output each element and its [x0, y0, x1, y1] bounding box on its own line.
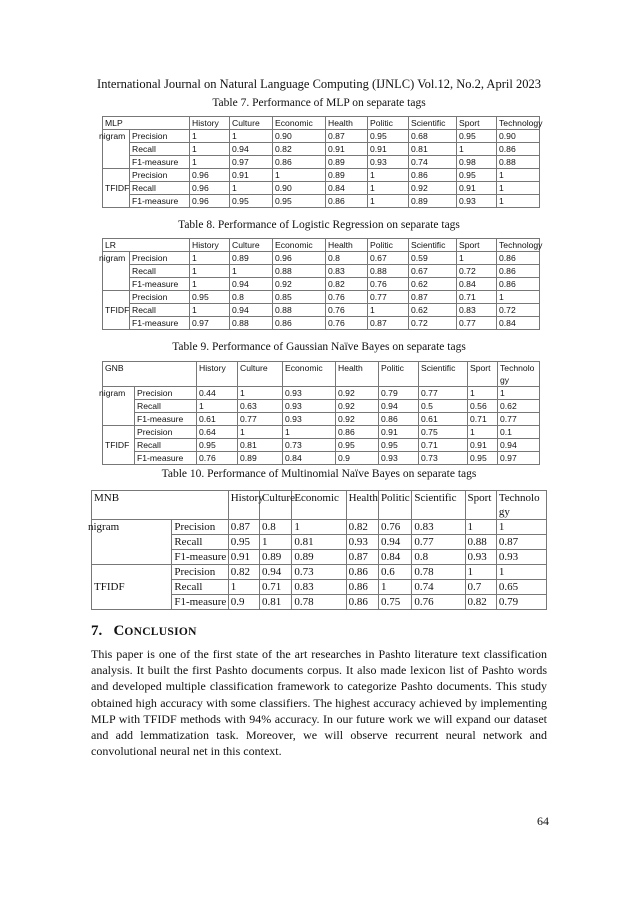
value-cell: 0.83: [457, 304, 497, 317]
value-cell: 1: [468, 387, 498, 400]
feature-cell: nigram: [103, 387, 135, 426]
column-header: Scientific: [419, 362, 468, 387]
value-cell: 0.88: [230, 317, 273, 330]
value-cell: 0.77: [457, 317, 497, 330]
value-cell: 0.93: [379, 452, 419, 465]
value-cell: 0.97: [190, 317, 230, 330]
value-cell: 0.86: [409, 169, 457, 182]
value-cell: 0.75: [378, 595, 411, 610]
value-cell: 0.93: [346, 535, 378, 550]
value-cell: 0.81: [238, 439, 283, 452]
metric-cell: Precision: [172, 565, 228, 580]
value-cell: 0.76: [326, 291, 368, 304]
table-row: [103, 143, 540, 156]
feature-cell: nigram: [103, 130, 130, 169]
metric-cell: Precision: [172, 520, 228, 535]
value-cell: 1: [368, 304, 409, 317]
value-cell: 0.86: [273, 317, 326, 330]
column-header: Technology: [498, 362, 540, 387]
column-header: Politic: [379, 362, 419, 387]
value-cell: 0.96: [190, 195, 230, 208]
value-cell: 0.86: [273, 156, 326, 169]
value-cell: 0.7: [465, 580, 496, 595]
value-cell: 0.74: [409, 156, 457, 169]
metric-cell: Recall: [130, 182, 190, 195]
value-cell: 0.56: [468, 400, 498, 413]
value-cell: 0.94: [378, 535, 411, 550]
value-cell: 0.95: [230, 195, 273, 208]
value-cell: 0.77: [368, 291, 409, 304]
table-row: [103, 304, 540, 317]
value-cell: 1: [496, 565, 546, 580]
value-cell: 0.91: [228, 550, 259, 565]
value-cell: 0.84: [326, 182, 368, 195]
metric-cell: Precision: [135, 387, 197, 400]
value-cell: 0.1: [498, 426, 540, 439]
value-cell: 0.74: [412, 580, 465, 595]
results-table: [99, 238, 543, 330]
value-cell: 0.89: [230, 252, 273, 265]
value-cell: 0.65: [496, 580, 546, 595]
value-cell: 1: [230, 265, 273, 278]
value-cell: 1: [497, 182, 540, 195]
metric-cell: Precision: [130, 252, 190, 265]
column-header: Economic: [283, 362, 336, 387]
metric-cell: Recall: [135, 400, 197, 413]
value-cell: 0.98: [457, 156, 497, 169]
value-cell: 0.89: [259, 550, 291, 565]
section-title-rest: ONCLUSION: [124, 626, 197, 638]
value-cell: 0.81: [259, 595, 291, 610]
metric-cell: Precision: [135, 426, 197, 439]
value-cell: 1: [378, 580, 411, 595]
metric-cell: Precision: [130, 291, 190, 304]
value-cell: 0.93: [465, 550, 496, 565]
value-cell: 0.67: [368, 252, 409, 265]
value-cell: 0.97: [498, 452, 540, 465]
value-cell: 0.95: [228, 535, 259, 550]
column-header: Scientific: [412, 491, 465, 520]
column-header: Health: [326, 239, 368, 252]
column-header: Economic: [273, 239, 326, 252]
value-cell: 0.87: [326, 130, 368, 143]
metric-cell: Recall: [135, 439, 197, 452]
value-cell: 1: [457, 252, 497, 265]
column-header: Economic: [292, 491, 346, 520]
column-header: Technology: [497, 239, 540, 252]
value-cell: 0.92: [336, 400, 379, 413]
value-cell: 0.93: [283, 413, 336, 426]
value-cell: 0.72: [457, 265, 497, 278]
table-row: [92, 520, 547, 535]
value-cell: 1: [197, 400, 238, 413]
value-cell: 0.86: [346, 565, 378, 580]
value-cell: 0.95: [368, 130, 409, 143]
column-header: Sport: [457, 117, 497, 130]
value-cell: 1: [283, 426, 336, 439]
table-row: [103, 452, 540, 465]
value-cell: 0.94: [230, 143, 273, 156]
table-row: [103, 195, 540, 208]
feature-cell: nigram: [103, 252, 130, 291]
journal-header: International Journal on Natural Language Computing (IJNLC) Vol.12, No.2, April 2023: [97, 77, 541, 91]
table-row: [103, 182, 540, 195]
table-header-row: [103, 117, 540, 130]
column-header: Culture: [230, 239, 273, 252]
value-cell: 0.71: [468, 413, 498, 426]
feature-cell: TFIDF: [103, 169, 130, 208]
value-cell: 0.94: [230, 278, 273, 291]
value-cell: 0.95: [197, 439, 238, 452]
value-cell: 0.89: [409, 195, 457, 208]
table-header-row: [103, 239, 540, 252]
value-cell: 0.96: [273, 252, 326, 265]
value-cell: 0.62: [409, 278, 457, 291]
metric-cell: F1-measure: [172, 550, 228, 565]
feature-cell: TFIDF: [103, 426, 135, 465]
value-cell: 0.44: [197, 387, 238, 400]
value-cell: 0.6: [378, 565, 411, 580]
feature-cell: nigram: [92, 520, 172, 565]
value-cell: 1: [190, 130, 230, 143]
metric-cell: F1-measure: [130, 195, 190, 208]
value-cell: 0.62: [498, 400, 540, 413]
column-header: Health: [346, 491, 378, 520]
table-row: [103, 265, 540, 278]
value-cell: 0.8: [230, 291, 273, 304]
value-cell: 1: [368, 182, 409, 195]
value-cell: 0.71: [419, 439, 468, 452]
value-cell: 0.96: [190, 182, 230, 195]
column-header: Scientific: [409, 239, 457, 252]
value-cell: 0.72: [409, 317, 457, 330]
value-cell: 0.88: [368, 265, 409, 278]
table-row: [103, 291, 540, 304]
table-header-row: [103, 362, 540, 387]
column-header: Politic: [368, 117, 409, 130]
metric-cell: Recall: [172, 535, 228, 550]
value-cell: 0.62: [409, 304, 457, 317]
value-cell: 0.92: [336, 387, 379, 400]
value-cell: 0.73: [283, 439, 336, 452]
column-header: Sport: [465, 491, 496, 520]
value-cell: 0.95: [273, 195, 326, 208]
value-cell: 1: [465, 520, 496, 535]
value-cell: 0.83: [292, 580, 346, 595]
value-cell: 0.61: [197, 413, 238, 426]
value-cell: 0.93: [368, 156, 409, 169]
value-cell: 0.95: [457, 130, 497, 143]
value-cell: 0.95: [336, 439, 379, 452]
results-table: [99, 361, 540, 465]
value-cell: 1: [496, 520, 546, 535]
column-header: Scientific: [409, 117, 457, 130]
value-cell: 0.63: [238, 400, 283, 413]
value-cell: 0.79: [496, 595, 546, 610]
value-cell: 0.87: [228, 520, 259, 535]
column-header: History: [190, 239, 230, 252]
value-cell: 0.92: [273, 278, 326, 291]
value-cell: 0.94: [379, 400, 419, 413]
value-cell: 0.82: [326, 278, 368, 291]
value-cell: 0.92: [409, 182, 457, 195]
value-cell: 0.9: [228, 595, 259, 610]
value-cell: 1: [368, 169, 409, 182]
table-row: [103, 317, 540, 330]
value-cell: 0.84: [457, 278, 497, 291]
section-title-initial: C: [113, 623, 125, 639]
value-cell: 0.93: [457, 195, 497, 208]
value-cell: 0.90: [273, 130, 326, 143]
value-cell: 0.93: [283, 387, 336, 400]
value-cell: 0.89: [292, 550, 346, 565]
value-cell: 0.86: [497, 278, 540, 291]
metric-cell: Recall: [172, 580, 228, 595]
value-cell: 0.83: [326, 265, 368, 278]
value-cell: 1: [230, 182, 273, 195]
column-header: Technology: [497, 117, 540, 130]
value-cell: 1: [368, 195, 409, 208]
metric-cell: F1-measure: [130, 156, 190, 169]
value-cell: 0.96: [190, 169, 230, 182]
value-cell: 1: [190, 265, 230, 278]
value-cell: 1: [457, 143, 497, 156]
column-header: Sport: [457, 239, 497, 252]
value-cell: 0.86: [497, 143, 540, 156]
value-cell: 1: [468, 426, 498, 439]
column-header: Culture: [238, 362, 283, 387]
value-cell: 0.61: [419, 413, 468, 426]
value-cell: 0.91: [368, 143, 409, 156]
value-cell: 0.86: [336, 426, 379, 439]
metric-cell: Precision: [130, 169, 190, 182]
value-cell: 0.78: [412, 565, 465, 580]
value-cell: 0.95: [457, 169, 497, 182]
feature-cell: TFIDF: [92, 565, 172, 610]
table-caption: Table 9. Performance of Gaussian Naïve Bayes on separate tags: [172, 341, 466, 353]
column-header: History: [228, 491, 259, 520]
value-cell: 0.85: [273, 291, 326, 304]
value-cell: 0.81: [409, 143, 457, 156]
value-cell: 1: [190, 156, 230, 169]
section-number: 7.: [91, 623, 103, 639]
value-cell: 0.92: [336, 413, 379, 426]
column-header: Health: [336, 362, 379, 387]
value-cell: 1: [497, 291, 540, 304]
value-cell: 0.76: [368, 278, 409, 291]
value-cell: 0.8: [412, 550, 465, 565]
table-caption: Table 10. Performance of Multinomial Naïve Bayes on separate tags: [161, 468, 477, 480]
value-cell: 0.5: [419, 400, 468, 413]
column-header: History: [190, 117, 230, 130]
value-cell: 0.91: [230, 169, 273, 182]
table-caption: Table 7. Performance of MLP on separate tags: [212, 97, 426, 109]
value-cell: 0.86: [326, 195, 368, 208]
value-cell: 0.88: [465, 535, 496, 550]
value-cell: 0.91: [457, 182, 497, 195]
feature-cell: TFIDF: [103, 291, 130, 330]
table-row: [103, 413, 540, 426]
table-caption: Table 8. Performance of Logistic Regression on separate tags: [178, 219, 460, 231]
value-cell: 0.91: [379, 426, 419, 439]
value-cell: 0.86: [346, 595, 378, 610]
value-cell: 0.82: [228, 565, 259, 580]
value-cell: 0.79: [379, 387, 419, 400]
value-cell: 0.89: [326, 156, 368, 169]
value-cell: 0.89: [326, 169, 368, 182]
section-heading: [91, 623, 197, 640]
table-row: [103, 387, 540, 400]
value-cell: 1: [292, 520, 346, 535]
value-cell: 0.94: [498, 439, 540, 452]
value-cell: 0.71: [457, 291, 497, 304]
value-cell: 1: [190, 278, 230, 291]
column-header: Politic: [378, 491, 411, 520]
value-cell: 0.82: [465, 595, 496, 610]
value-cell: 0.77: [498, 413, 540, 426]
value-cell: 1: [497, 195, 540, 208]
table-row: [103, 252, 540, 265]
value-cell: 0.78: [292, 595, 346, 610]
value-cell: 0.94: [230, 304, 273, 317]
column-header: Sport: [468, 362, 498, 387]
value-cell: 0.72: [497, 304, 540, 317]
model-name-cell: MLP: [103, 117, 190, 130]
value-cell: 0.87: [368, 317, 409, 330]
page-number: 64: [537, 814, 549, 828]
value-cell: 0.90: [273, 182, 326, 195]
value-cell: 0.95: [379, 439, 419, 452]
table-row: [103, 130, 540, 143]
metric-cell: F1-measure: [130, 317, 190, 330]
value-cell: 0.81: [292, 535, 346, 550]
column-header: Economic: [273, 117, 326, 130]
column-header: Culture: [230, 117, 273, 130]
value-cell: 0.73: [292, 565, 346, 580]
value-cell: 0.91: [326, 143, 368, 156]
value-cell: 0.87: [409, 291, 457, 304]
value-cell: 0.76: [326, 304, 368, 317]
value-cell: 0.88: [273, 265, 326, 278]
value-cell: 1: [228, 580, 259, 595]
value-cell: 0.86: [346, 580, 378, 595]
value-cell: 0.87: [496, 535, 546, 550]
table-row: [92, 565, 547, 580]
value-cell: 0.76: [412, 595, 465, 610]
value-cell: 0.8: [259, 520, 291, 535]
value-cell: 0.87: [346, 550, 378, 565]
value-cell: 1: [465, 565, 496, 580]
value-cell: 0.86: [379, 413, 419, 426]
column-header: Health: [326, 117, 368, 130]
value-cell: 0.76: [326, 317, 368, 330]
value-cell: 1: [190, 252, 230, 265]
value-cell: 1: [190, 143, 230, 156]
value-cell: 0.9: [336, 452, 379, 465]
value-cell: 0.77: [412, 535, 465, 550]
value-cell: 0.82: [273, 143, 326, 156]
value-cell: 0.64: [197, 426, 238, 439]
conclusion-paragraph: This paper is one of the first state of the art researches in Pashto literature text classification analysis. It built the first Pashto documents corpus. It also made lexicon list of Pashto words and developed multiple classification framework to categorize Pashto documents. This study obtained high accuracy with some classifiers. The highest accuracy achieved by implementing MLP with TFIDF methods with 94% accuracy. In our future work we will expand our dataset and add lemmatization task. Moreover, we will observe recurrent neural network and convolutional neural net in this context.: [91, 647, 547, 759]
value-cell: 0.59: [409, 252, 457, 265]
metric-cell: Recall: [130, 304, 190, 317]
value-cell: 0.84: [378, 550, 411, 565]
value-cell: 0.89: [238, 452, 283, 465]
value-cell: 0.8: [326, 252, 368, 265]
table-row: [103, 439, 540, 452]
value-cell: 0.84: [497, 317, 540, 330]
value-cell: 0.86: [497, 265, 540, 278]
value-cell: 0.94: [259, 565, 291, 580]
value-cell: 0.77: [238, 413, 283, 426]
value-cell: 1: [498, 387, 540, 400]
value-cell: 0.88: [273, 304, 326, 317]
value-cell: 0.84: [283, 452, 336, 465]
value-cell: 0.77: [419, 387, 468, 400]
value-cell: 1: [238, 426, 283, 439]
value-cell: 0.95: [468, 452, 498, 465]
table-row: [103, 426, 540, 439]
results-table: [88, 490, 547, 610]
value-cell: 0.71: [259, 580, 291, 595]
value-cell: 0.90: [497, 130, 540, 143]
table-row: [103, 400, 540, 413]
table-row: [103, 278, 540, 291]
model-name-cell: GNB: [103, 362, 197, 387]
metric-cell: Precision: [130, 130, 190, 143]
results-table: [99, 116, 543, 208]
value-cell: 1: [259, 535, 291, 550]
value-cell: 0.83: [412, 520, 465, 535]
value-cell: 0.67: [409, 265, 457, 278]
value-cell: 0.73: [419, 452, 468, 465]
table-row: [103, 169, 540, 182]
value-cell: 0.86: [497, 252, 540, 265]
metric-cell: F1-measure: [130, 278, 190, 291]
value-cell: 0.97: [230, 156, 273, 169]
table-row: [103, 156, 540, 169]
metric-cell: Recall: [130, 143, 190, 156]
value-cell: 0.76: [197, 452, 238, 465]
column-header: History: [197, 362, 238, 387]
value-cell: 0.82: [346, 520, 378, 535]
value-cell: 0.75: [419, 426, 468, 439]
value-cell: 0.95: [190, 291, 230, 304]
column-header: Politic: [368, 239, 409, 252]
model-name-cell: LR: [103, 239, 190, 252]
value-cell: 0.91: [468, 439, 498, 452]
metric-cell: Recall: [130, 265, 190, 278]
value-cell: 0.68: [409, 130, 457, 143]
column-header: Culture: [259, 491, 291, 520]
value-cell: 1: [497, 169, 540, 182]
value-cell: 0.93: [283, 400, 336, 413]
value-cell: 0.93: [496, 550, 546, 565]
value-cell: 1: [190, 304, 230, 317]
value-cell: 1: [238, 387, 283, 400]
value-cell: 1: [273, 169, 326, 182]
table-header-row: [92, 491, 547, 520]
value-cell: 0.88: [497, 156, 540, 169]
value-cell: 0.76: [378, 520, 411, 535]
value-cell: 1: [230, 130, 273, 143]
metric-cell: F1-measure: [135, 413, 197, 426]
metric-cell: F1-measure: [172, 595, 228, 610]
metric-cell: F1-measure: [135, 452, 197, 465]
model-name-cell: MNB: [92, 491, 229, 520]
column-header: Technology: [496, 491, 546, 520]
